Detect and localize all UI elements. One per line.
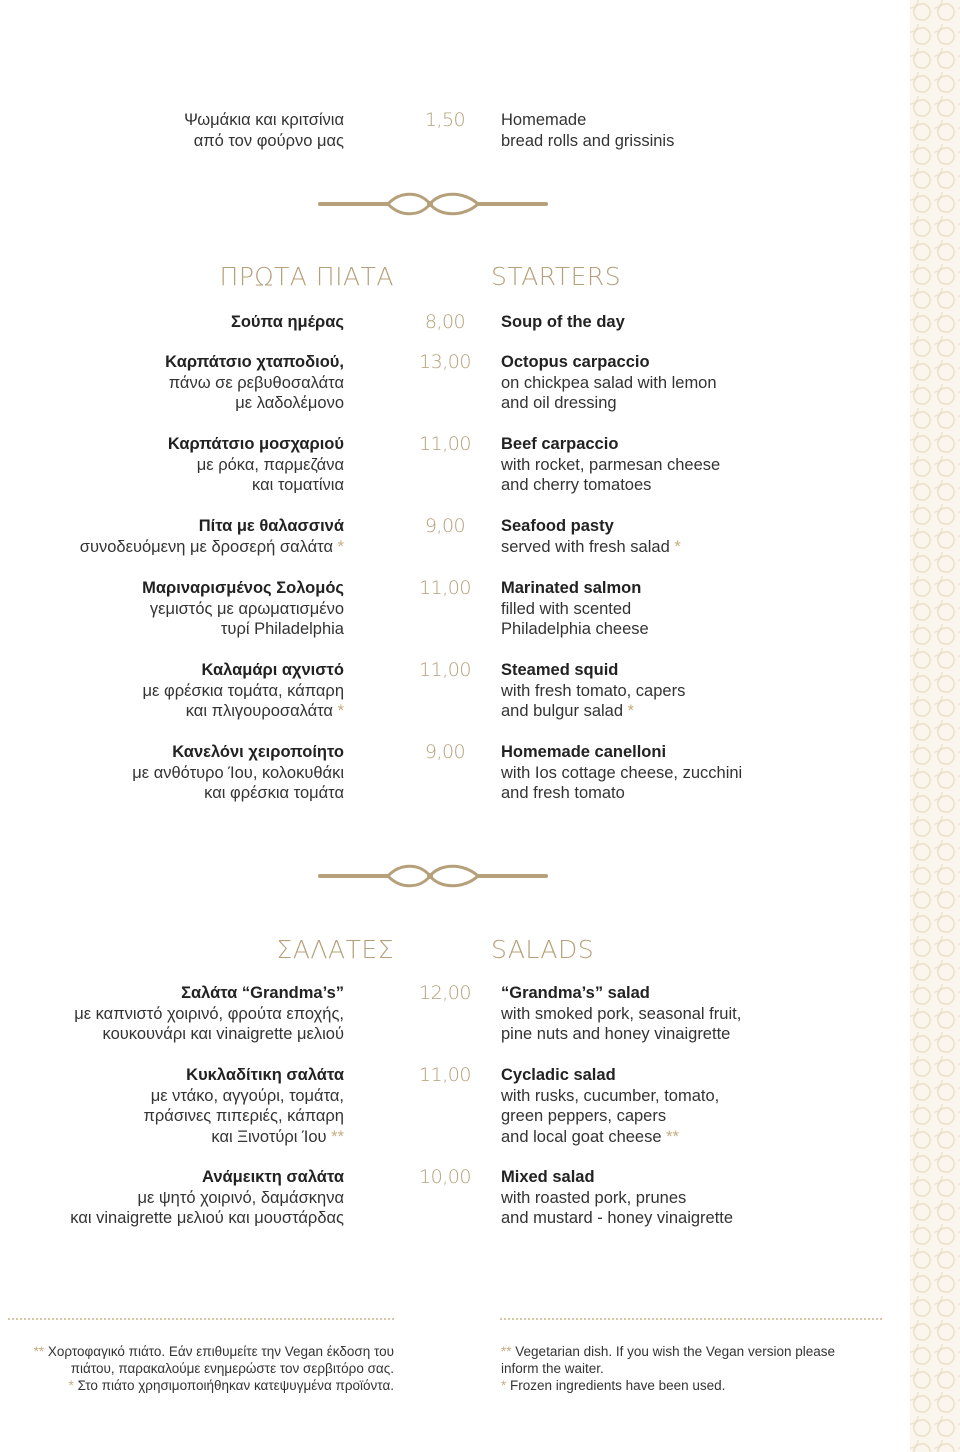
item-greek [0,983,344,1045]
item-english [501,1065,881,1147]
item-english-line: with rusks, cucumber, tomato, [501,1086,720,1105]
item-english-title: “Grandma’s” salad [501,984,650,1002]
item-english-line: on chickpea salad with lemon [501,373,717,392]
item-english-title: Homemade canelloni [501,743,667,761]
item-greek-line: Ψωμάκια και κριτσίνια [184,111,344,129]
item-greek-line: με καπνιστό χοιρινό, φρούτα εποχής, [74,1004,344,1023]
item-greek [0,312,344,333]
item-greek [0,516,344,557]
footnote-text: Χορτοφαγικό πιάτο. Εάν επιθυμείτε την Vegan έκδοση του [47,1344,394,1359]
item-greek [0,742,344,804]
item-english [501,983,881,1045]
item-english-title: Marinated salmon [501,579,642,597]
item-english [501,660,881,722]
item-price: 12,00 [419,982,471,1004]
item-english-line: with Ios cottage cheese, zucchini [501,763,743,782]
item-english-title: Beef carpaccio [501,435,619,453]
item-greek [0,578,344,640]
item-english-line: with smoked pork, seasonal fruit, [501,1004,742,1023]
item-english [501,578,881,640]
item-english-line: and bulgur salad [501,702,624,720]
item-greek-title: Κυκλαδίτικη σαλάτα [186,1066,344,1084]
vegetarian-marker: ** [33,1344,45,1359]
item-greek-line: πάνω σε ρεβυθοσαλάτα [168,373,344,392]
footnotes-english [501,1343,901,1394]
frozen-marker: * [674,537,681,556]
section-heading-greek: ΣΑΛΑΤΕΣ [276,935,394,964]
item-price: 11,00 [419,1064,471,1086]
item-greek-title: Σαλάτα “Grandma’s” [181,984,344,1002]
item-greek-line: και vinaigrette μελιού και μουστάρδας [70,1209,344,1227]
item-price: 11,00 [419,433,471,455]
item-english-title: Octopus carpaccio [501,353,650,371]
item-english-line: Philadelphia cheese [501,620,649,638]
item-english-title: Steamed squid [501,661,619,679]
footnote-text: πιάτου, παρακαλούμε ενημερώστε τον σερβιτόρο σας. [70,1361,394,1376]
item-english-line: and cherry tomatoes [501,476,652,494]
footnote-text: Vegetarian dish. If you wish the Vegan version please [515,1344,835,1359]
frozen-marker: * [627,702,635,720]
item-english [501,516,881,557]
item-greek-line: με φρέσκια τομάτα, κάπαρη [142,681,344,700]
section-heading-english: SALADS [491,935,595,964]
item-greek-line: με ρόκα, παρμεζάνα [196,455,344,474]
item-greek [0,1065,344,1147]
item-price: 13,00 [419,351,471,373]
item-greek [0,110,344,151]
item-price: 10,00 [419,1166,471,1188]
item-greek-title: Κανελόνι χειροποίητο [172,743,344,761]
item-greek-line: και πλιγουροσαλάτα [185,702,333,720]
section-heading-greek: ΠΡΩΤΑ ΠΙΑΤΑ [219,262,394,291]
item-english-line: bread rolls and grissinis [501,131,675,150]
item-english [501,434,881,496]
item-english-title: Soup of the day [501,313,625,331]
item-english [501,742,881,804]
item-english-title: Mixed salad [501,1168,595,1186]
item-greek-line: με ψητό χοιρινό, δαμάσκηνα [137,1188,344,1207]
footnote-divider [8,1318,394,1320]
item-english-line: green peppers, capers [501,1107,667,1125]
item-greek-line: και φρέσκια τομάτα [204,784,344,802]
item-greek-line: με λαδολέμονο [235,394,344,412]
item-greek-title: Καρπάτσιο μοσχαριού [167,435,344,453]
item-english-line: and mustard - honey vinaigrette [501,1209,734,1227]
item-english-line: and local goat cheese [501,1127,662,1146]
item-greek-line: κουκουνάρι και vinaigrette μελιού [102,1025,344,1043]
item-english-title: Cycladic salad [501,1066,616,1084]
item-greek-title: Σούπα ημέρας [230,313,344,331]
frozen-marker: * [337,702,344,720]
item-greek-line: και Ξινοτύρι Ίου [211,1127,327,1146]
footnote-divider [500,1318,882,1320]
item-greek [0,660,344,722]
vegetarian-marker: ** [666,1127,679,1146]
item-english [501,312,881,333]
item-greek-title: Καρπάτσιο χταποδιού, [165,353,344,371]
item-price: 9,00 [424,741,466,763]
item-price: 8,00 [424,311,466,333]
item-price: 9,00 [424,515,466,537]
item-greek-title: Καλαμάρι αχνιστό [201,661,344,679]
item-greek-line: από τον φούρνο μας [193,131,344,150]
item-english-line: pine nuts and honey vinaigrette [501,1025,731,1043]
item-greek-line: με ανθότυρο Ίου, κολοκυθάκι [132,763,344,782]
frozen-marker: * [337,537,344,556]
item-price: 1,50 [424,109,466,131]
vegetarian-marker: ** [331,1127,344,1146]
footnote-text: Στο πιάτο χρησιμοποιήθηκαν κατεψυγμένα προϊόντα. [77,1378,394,1393]
item-greek-line: γεμιστός με αρωματισμένο [149,599,344,618]
item-english-line: and fresh tomato [501,784,625,802]
item-greek [0,1167,344,1229]
item-english [501,1167,881,1229]
item-english-line: filled with scented [501,599,632,618]
footnote-text: Frozen ingredients have been used. [510,1378,726,1393]
ornament-divider [318,192,548,216]
item-greek-line: πράσινες πιπεριές, κάπαρη [143,1107,344,1125]
item-english-line: with fresh tomato, capers [501,681,686,700]
ornament-divider [318,864,548,888]
frozen-marker: * [501,1378,507,1393]
item-greek-line: και τοματίνια [252,476,344,494]
item-english-line: served with fresh salad [501,537,670,556]
item-greek-title: Μαριναρισμένος Σολομός [142,579,344,597]
item-english-title: Seafood pasty [501,517,614,535]
lace-border-decoration [910,0,960,1452]
item-english-line: Homemade [501,111,587,129]
item-english [501,352,881,414]
footnotes-greek [0,1343,394,1394]
item-greek [0,352,344,414]
vegetarian-marker: ** [501,1344,512,1359]
item-greek [0,434,344,496]
section-heading-english: STARTERS [491,262,622,291]
item-greek-line: συνοδευόμενη με δροσερή σαλάτα [79,537,333,556]
item-price: 11,00 [419,659,471,681]
footnote-text: inform the waiter. [501,1361,604,1376]
item-greek-title: Ανάμεικτη σαλάτα [202,1168,344,1186]
item-greek-line: τυρί Philadelphia [220,620,344,638]
item-greek-title: Πίτα με θαλασσινά [198,517,344,535]
frozen-marker: * [68,1378,74,1393]
item-english-line: and oil dressing [501,394,617,412]
item-price: 11,00 [419,577,471,599]
item-english-line: with rocket, parmesan cheese [501,455,721,474]
item-english [501,110,881,151]
item-greek-line: με ντάκο, αγγούρι, τομάτα, [150,1086,344,1105]
item-english-line: with roasted pork, prunes [501,1188,687,1207]
